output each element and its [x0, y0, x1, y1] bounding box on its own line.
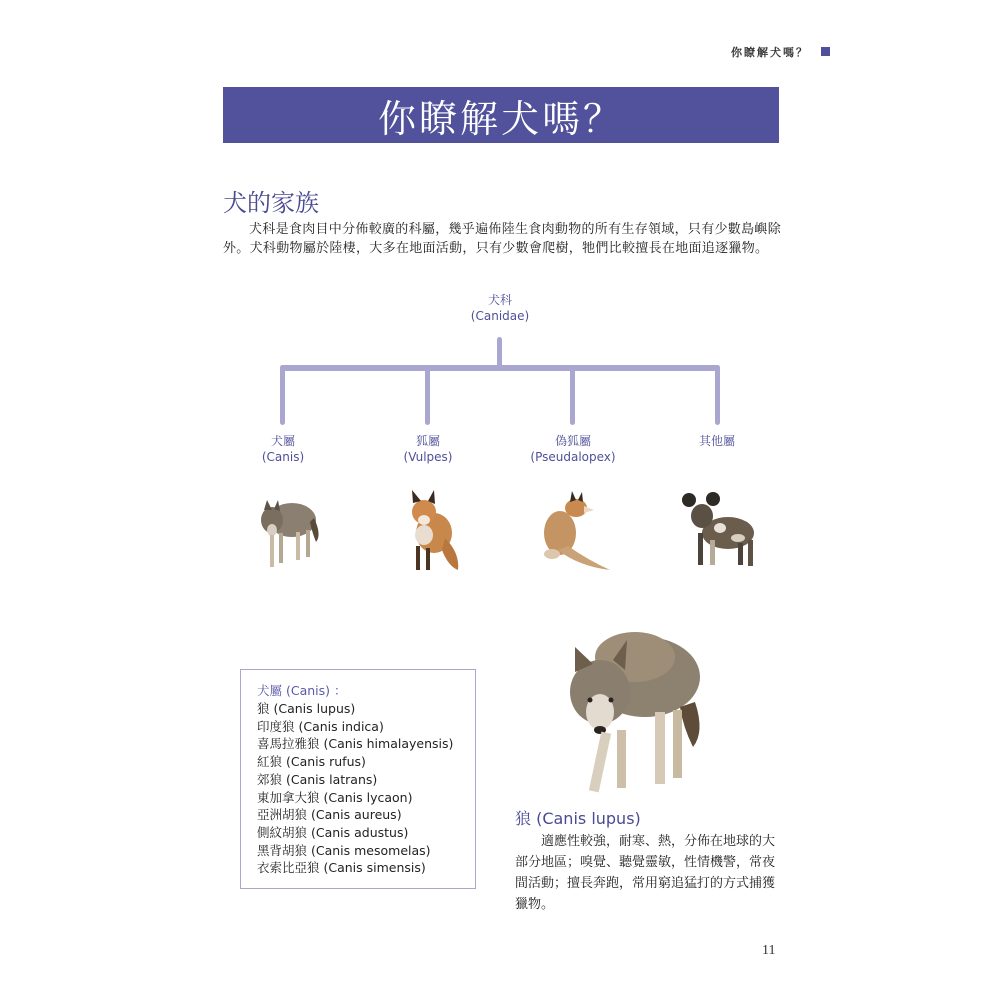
species-item: 黑背胡狼 (Canis mesomelas): [257, 842, 431, 858]
tree-line-branch-1: [280, 365, 285, 425]
wolf-large-image: [555, 612, 705, 802]
branch-latin: (Pseudalopex): [530, 450, 616, 464]
branch-name: 其他屬: [698, 434, 735, 448]
tree-root-label: [450, 292, 550, 324]
running-header-square: [821, 47, 830, 56]
page-title: 你瞭解犬嗎？: [377, 96, 624, 141]
species-item: 衣索比亞狼 (Canis simensis): [257, 860, 426, 876]
tree-line-branch-4: [715, 365, 720, 425]
species-item: 側紋胡狼 (Canis adustus): [257, 824, 409, 840]
species-item: 亞洲胡狼 (Canis aureus): [257, 807, 402, 823]
branch-name: 偽狐屬: [554, 434, 591, 448]
species-item: 東加拿大狼 (Canis lycaon): [257, 789, 413, 805]
red-fox-image: [400, 488, 465, 573]
wolf-heading: 狼 (Canis lupus): [515, 809, 641, 828]
species-item: 喜馬拉雅狼 (Canis himalayensis): [257, 736, 454, 752]
branch-latin: (Canis): [261, 450, 305, 464]
species-item: 紅狼 (Canis rufus): [257, 754, 366, 770]
gray-wolf-image: [252, 490, 322, 575]
tree-line-horizontal: [280, 365, 720, 371]
tree-branch-canis: [233, 433, 333, 465]
intro-paragraph: 犬科是食肉目中分佈較廣的科屬，幾乎遍佈陸生食肉動物的所有生存領域，只有少數島嶼除外。犬科動物屬於陸棲，大多在地面活動，只有少數會爬樹，牠們比較擅長在地面追逐獵物。: [223, 222, 782, 256]
species-item: 印度狼 (Canis indica): [257, 718, 384, 734]
tree-root-name: 犬科: [487, 293, 512, 307]
branch-name: 犬屬: [270, 434, 295, 448]
tree-root-latin: (Canidae): [470, 309, 530, 323]
title-bar: [223, 87, 779, 143]
tree-branch-vulpes: [378, 433, 478, 465]
tree-branch-others: [667, 433, 767, 449]
branch-name: 狐屬: [415, 434, 440, 448]
canis-species-box: [240, 669, 476, 889]
species-item: 郊狼 (Canis latrans): [257, 771, 378, 787]
canis-box-title: 犬屬 (Canis) ：: [257, 683, 347, 698]
branch-latin: (Vulpes): [403, 450, 453, 464]
tree-line-branch-3: [570, 365, 575, 425]
running-header: 你瞭解犬嗎？: [731, 46, 809, 59]
tree-line-branch-2: [425, 365, 430, 425]
canis-species-list: [257, 700, 475, 877]
african-wild-dog-image: [680, 488, 760, 573]
page-number: 11: [762, 943, 776, 958]
section-heading: 犬的家族: [223, 189, 319, 217]
sitting-fox-image: [538, 488, 613, 573]
tree-branch-pseudalopex: [508, 433, 638, 465]
wolf-description: 適應性較強，耐寒、熱，分佈在地球的大部分地區；嗅覺、聽覺靈敏，性情機警，常夜間活動；擅長奔跑，常用窮追猛打的方式捕獲獵物。: [515, 834, 776, 912]
species-item: 狼 (Canis lupus): [257, 701, 356, 716]
